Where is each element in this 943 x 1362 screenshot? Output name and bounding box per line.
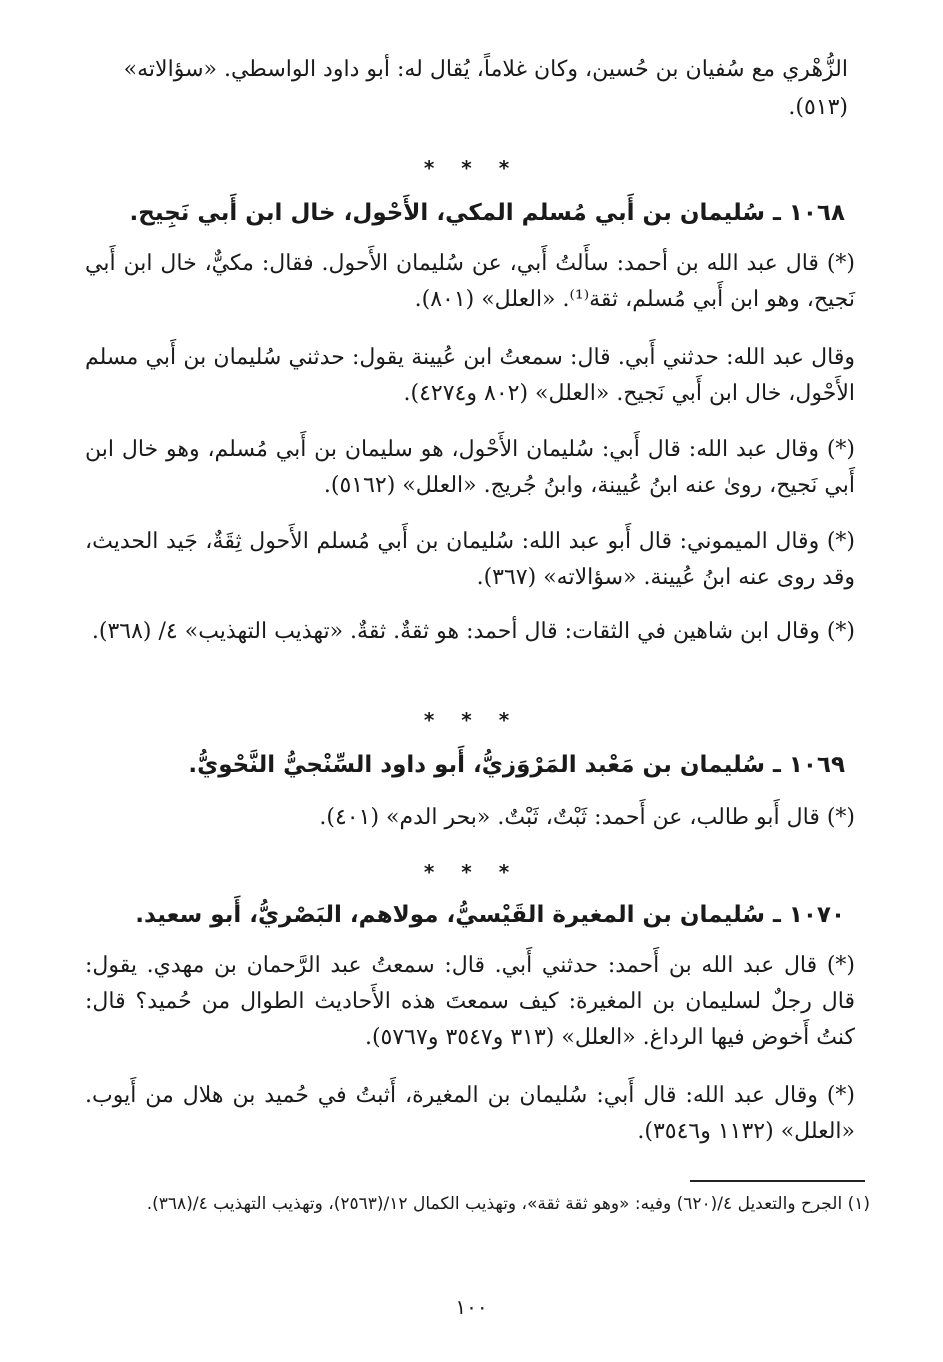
footnote-divider: [690, 1180, 865, 1182]
continuation-line-2: (٥١٣).: [788, 95, 848, 120]
entry-heading-1070: ١٠٧٠ ـ سُليمان بن المغيرة القَيْسيُّ، مولاهم، البَصْريُّ، أَبو سعيد.: [135, 902, 845, 928]
entry-heading-1068: ١٠٦٨ ـ سُليمان بن أَبي مُسلم المكي، الأَحْول، خال ابن أَبي نَجِيح.: [129, 200, 845, 226]
section-separator-3: * * *: [423, 860, 520, 884]
entry-1068-paragraph-5: (*) وقال ابن شاهين في الثقات: قال أحمد: هو ثقةٌ. ثقةٌ. «تهذيب التهذيب» ٤/ (٣٦٨).: [91, 619, 855, 644]
section-separator-2: * * *: [423, 708, 520, 732]
page-number: ١٠٠: [455, 1295, 488, 1319]
section-separator: * * *: [423, 156, 520, 180]
footnote: (١) الجرح والتعديل ٤/(٦٢٠) وفيه: «وهو ثقة ثقة»، وتهذيب الكمال ١٢/(٢٥٦٣)، وتهذيب التهذيب ٤/(٣٦٨).: [146, 1194, 870, 1214]
entry-heading-1069: ١٠٦٩ ـ سُليمان بن مَعْبد المَرْوَزيُّ، أَبو داود السِّنْجيُّ النَّحْويُّ.: [188, 752, 845, 778]
entry-1068-paragraph-3: (*) وقال عبد الله: قال أَبي: سُليمان الأَحْول، هو سليمان بن أَبي مُسلم، وهو خال ابن أَبي نَجيح، روىٰ عنه ابنُ عُيينة، وابنُ جُريج. «العلل» (٥١٦٢).: [85, 437, 855, 498]
entry-1069-paragraph-1: (*) قال أَبو طالب، عن أَحمد: ثَبْتٌ، ثَبْتٌ. «بحر الدم» (٤٠١).: [319, 805, 855, 830]
entry-1068-paragraph-4: (*) وقال الميموني: قال أَبو عبد الله: سُليمان بن أَبي مُسلم الأَحول ثِقَةٌ، جَيد الحديث، وقد روى عنه ابنُ عُيينة. «سؤالاته» (٣٦٧).: [85, 529, 855, 590]
entry-1068-paragraph-2: وقال عبد الله: حدثني أَبي. قال: سمعتُ ابن عُيينة يقول: حدثني سُليمان بن أَبي مسلم الأَحْول، خال ابن أَبي نَجيح. «العلل» (٨٠٢ و٤٢٧٤).: [85, 345, 855, 406]
entry-1070-paragraph-1: (*) قال عبد الله بن أَحمد: حدثني أَبي. قال: سمعتُ عبد الرَّحمان بن مهدي. يقول: قال رجلٌ لسليمان بن المغيرة: كيف سمعتَ هذه الأَحاديث الطوال من حُميد؟ قال: كنتُ أَخوض فيها الرداغ. «العلل» (٣١٣ و٣٥٤٧ و٥٧٦٧).: [85, 953, 855, 1050]
continuation-line-1: الزُّهْري مع سُفيان بن حُسين، وكان غلاماً، يُقال له: أبو داود الواسطي. «سؤالاته»: [123, 57, 848, 82]
entry-1068-paragraph-1: (*) قال عبد الله بن أحمد: سأَلتُ أَبي، عن سُليمان الأَحول. فقال: مكيٌّ، خال ابن أَبي نَجيح، وهو ابن أَبي مُسلم، ثقة⁽¹⁾. «العلل» (٨٠١).: [85, 251, 855, 312]
entry-1070-paragraph-2: (*) وقال عبد الله: قال أَبي: سُليمان بن المغيرة، أَثبتُ في حُميد بن هلال من أَيوب. «العلل» (١١٣٢ و٣٥٤٦).: [85, 1083, 855, 1144]
